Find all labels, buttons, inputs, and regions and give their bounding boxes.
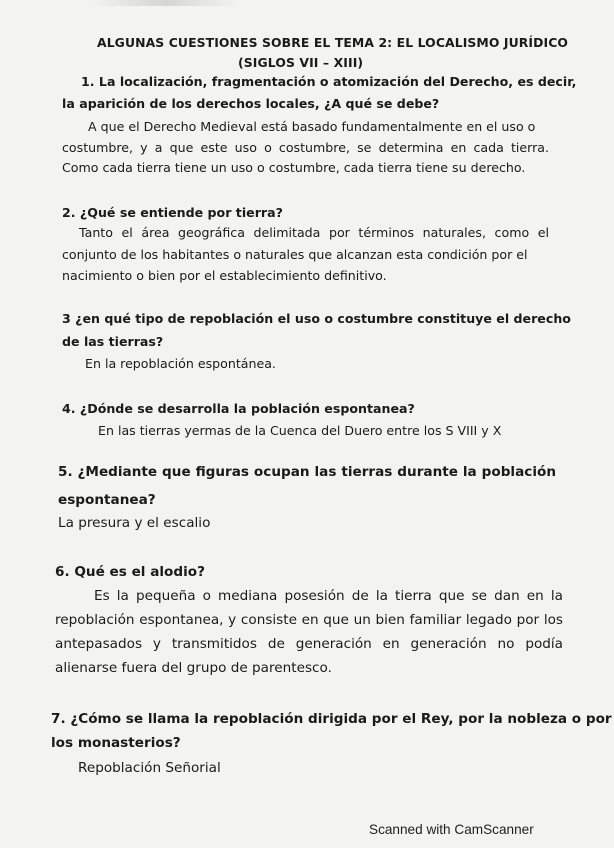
question-3-line-2: de las tierras? [62, 334, 164, 349]
question-5-line-2: espontanea? [58, 492, 156, 508]
camscanner-watermark: Scanned with CamScanner [369, 822, 534, 837]
question-2: 2. ¿Qué se entiende por tierra? [62, 205, 283, 220]
answer-2-line-2: conjunto de los habitantes o naturales que alcanzan esta condición por el [62, 247, 528, 262]
answer-7: Repoblación Señorial [78, 760, 221, 776]
question-7-line-2: los monasterios? [51, 735, 181, 751]
scan-smudge [90, 0, 240, 6]
answer-4: En las tierras yermas de la Cuenca del Duero entre los S VIII y X [98, 423, 502, 438]
question-1-line-1: 1. La localización, fragmentación o atomización del Derecho, es decir, [81, 74, 577, 89]
document-title: ALGUNAS CUESTIONES SOBRE EL TEMA 2: EL LOCALISMO JURÍDICO [97, 35, 569, 50]
question-4: 4. ¿Dónde se desarrolla la población espontanea? [62, 401, 415, 416]
answer-6-line-1: Es la pequeña o mediana posesión de la tierra que se dan en la [94, 588, 563, 604]
answer-1-line-1: A que el Derecho Medieval está basado fundamentalmente en el uso o [88, 119, 536, 134]
answer-2-line-3: nacimiento o bien por el establecimiento definitivo. [62, 268, 387, 283]
question-3-line-1: 3 ¿en qué tipo de repoblación el uso o costumbre constituye el derecho [62, 311, 571, 326]
answer-3: En la repoblación espontánea. [85, 356, 276, 371]
question-5-line-1: 5. ¿Mediante que figuras ocupan las tierras durante la población [58, 464, 556, 480]
answer-2-line-1: Tanto el área geográfica delimitada por términos naturales, como el [79, 225, 549, 240]
answer-5: La presura y el escalio [58, 515, 211, 531]
question-6: 6. Qué es el alodio? [55, 564, 205, 580]
question-1-line-2: la aparición de los derechos locales, ¿A qué se debe? [62, 96, 440, 111]
answer-6-line-2: repoblación espontanea, y consiste en que un bien familiar legado por los [55, 612, 563, 628]
answer-6-line-3: antepasados y transmitidos de generación en generación no podía [55, 636, 563, 652]
question-7-line-1: 7. ¿Cómo se llama la repoblación dirigida por el Rey, por la nobleza o por [51, 711, 612, 727]
answer-1-line-3: Como cada tierra tiene un uso o costumbre, cada tierra tiene su derecho. [62, 160, 526, 175]
answer-1-line-2: costumbre, y a que este uso o costumbre, se determina en cada tierra. [62, 140, 549, 155]
document-subtitle: (SIGLOS VII – XIII) [238, 55, 364, 70]
answer-6-line-4: alienarse fuera del grupo de parentesco. [55, 660, 332, 676]
